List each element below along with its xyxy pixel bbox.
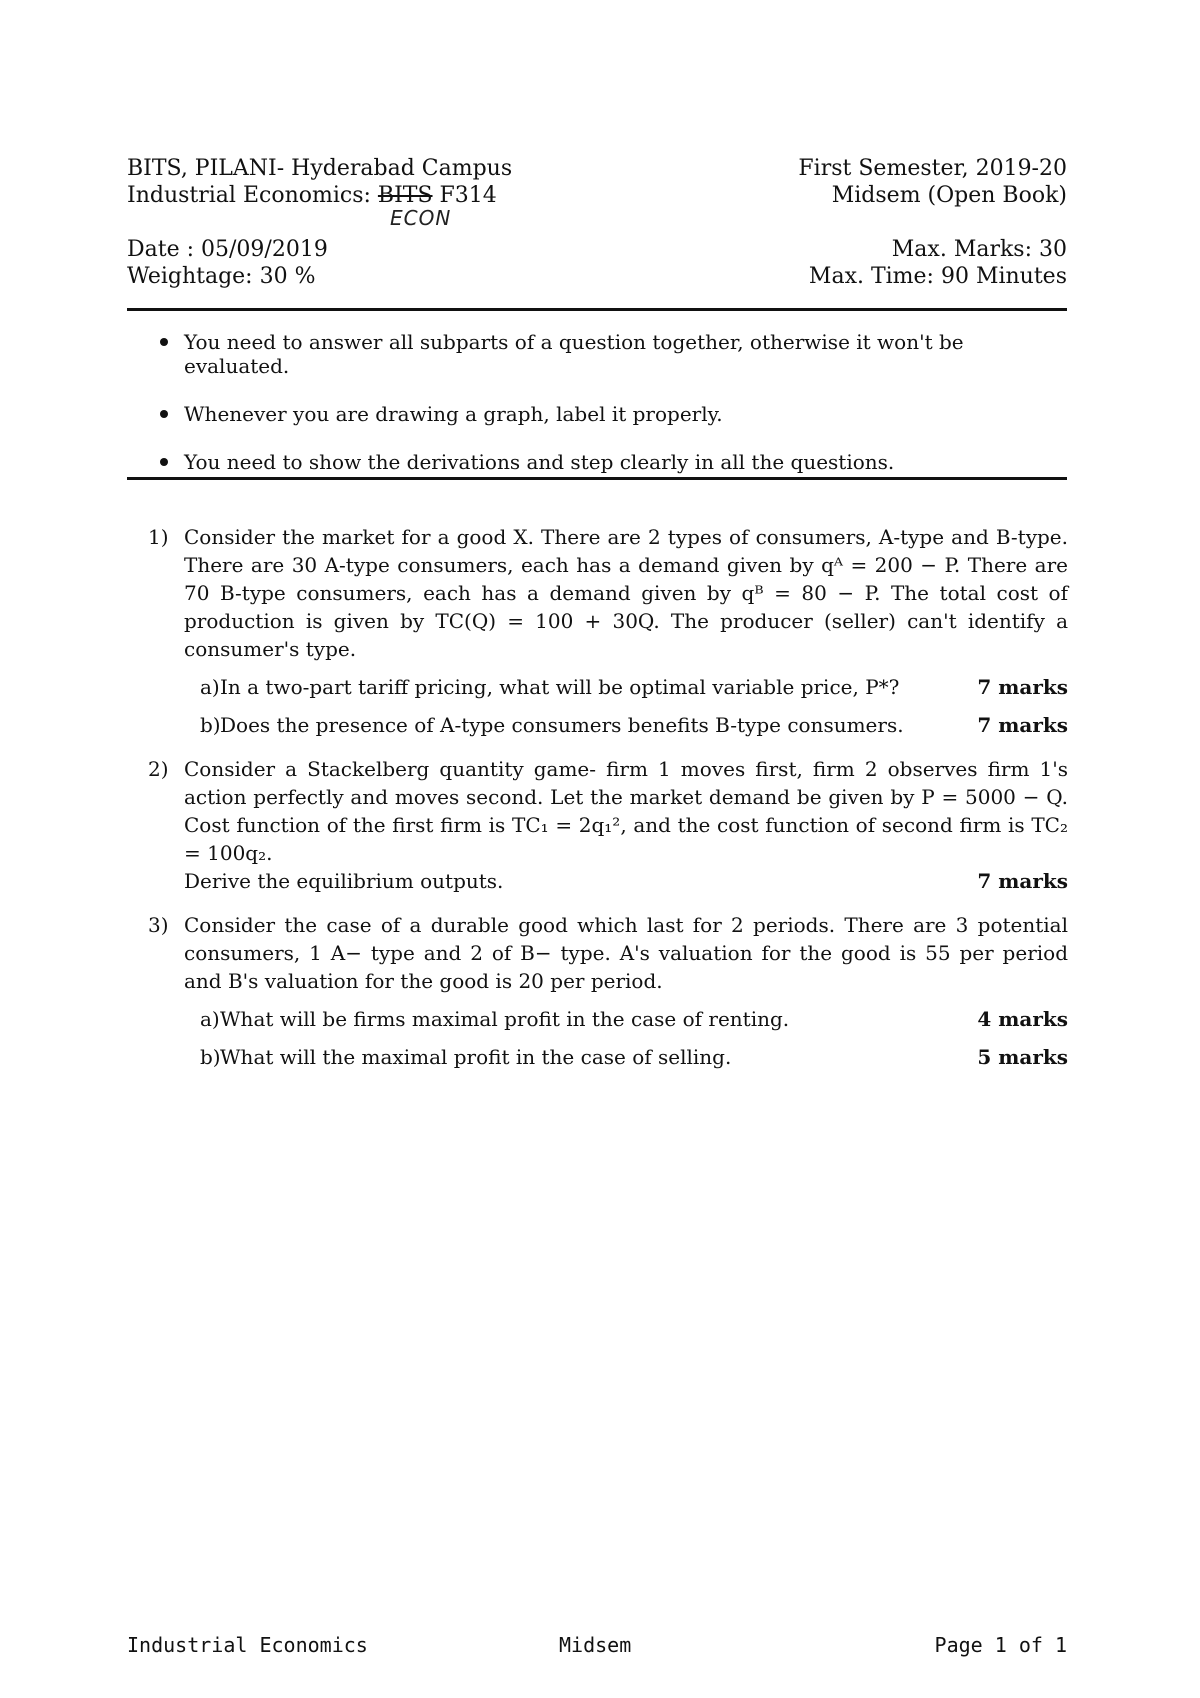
footer-page-number: Page 1 of 1: [934, 1633, 1067, 1657]
subpart-text: In a two-part tariff pricing, what will be optimal variable price, P*?: [220, 675, 900, 699]
subpart-text: What will be firms maximal profit in the case of renting.: [220, 1007, 790, 1031]
course-prefix: Industrial Economics:: [127, 183, 378, 208]
course-line: [127, 182, 512, 209]
bullet-icon: [160, 410, 168, 418]
instruction-item: You need to show the derivations and step clearly in all the questions.: [160, 450, 1070, 474]
subpart-text: Does the presence of A-type consumers benefits B-type consumers.: [220, 713, 904, 737]
instruction-item: Whenever you are drawing a graph, label it properly.: [160, 402, 1070, 426]
header-left-meta: [127, 236, 328, 290]
questions-section: [148, 523, 1068, 1087]
question-number: 2): [148, 757, 169, 781]
max-time: Max. Time: 90 Minutes: [808, 264, 1067, 289]
question-number: 3): [148, 913, 169, 937]
header-right-meta: [809, 236, 1067, 290]
subpart: [184, 1005, 1068, 1033]
handwritten-annotation: ECON: [390, 206, 452, 230]
question-2: [148, 755, 1068, 895]
question-number: 1): [148, 525, 169, 549]
top-divider: [127, 308, 1067, 311]
course-code-struck: BITS: [377, 183, 433, 208]
instruction-item: You need to answer all subparts of a question together, otherwise it won't be evaluated.: [160, 330, 1070, 378]
marks: 7 marks: [977, 713, 1068, 737]
footer-course: Industrial Economics: [127, 1633, 368, 1657]
marks: 7 marks: [977, 675, 1068, 699]
question-text-end: Derive the equilibrium outputs.: [184, 869, 504, 893]
question-1: [148, 523, 1068, 739]
subpart: [184, 711, 1068, 739]
bullet-icon: [160, 458, 168, 466]
institute-name: BITS, PILANI- Hyderabad Campus: [127, 156, 513, 181]
question-text: Consider a Stackelberg quantity game- firm 1 moves first, firm 2 observes firm 1's action perfectly and moves second. Let the market demand be given by P = 5000 − Q. Cost function of the first firm is TC₁ = 2q₁², and the cost function of second firm is TC₂ = 100q₂.: [184, 757, 1068, 865]
marks: 7 marks: [977, 869, 1068, 893]
instructions-divider: [127, 477, 1067, 480]
subpart-label: b): [200, 713, 221, 737]
marks: 5 marks: [977, 1045, 1068, 1069]
max-marks: Max. Marks: 30: [891, 237, 1067, 262]
bullet-icon: [160, 338, 168, 346]
subpart-label: a): [200, 1007, 220, 1031]
question-text: Consider the case of a durable good which last for 2 periods. There are 3 potential consumers, 1 A− type and 2 of B− type. A's valuation for the good is 55 per period and B's valuation for the good is 20 per period.: [184, 913, 1068, 993]
header-left: [127, 155, 512, 209]
subpart-text: What will the maximal profit in the case of selling.: [220, 1045, 732, 1069]
subparts-list: [184, 1005, 1068, 1071]
instructions-list: [160, 330, 1070, 498]
course-code: F314: [432, 183, 497, 208]
footer-exam: Midsem: [559, 1633, 632, 1657]
subpart: [184, 1043, 1068, 1071]
marks: 4 marks: [977, 1007, 1068, 1031]
subparts-list: [184, 673, 1068, 739]
semester: First Semester, 2019-20: [798, 156, 1067, 181]
subpart: [184, 673, 1068, 701]
subpart-label: b): [200, 1045, 221, 1069]
weightage: Weightage: 30 %: [127, 264, 316, 289]
subpart-label: a): [200, 675, 220, 699]
question-text: Consider the market for a good X. There are 2 types of consumers, A-type and B-type. There are 30 A-type consumers, each has a demand given by qᴬ = 200 − P. There are 70 B-type consumers, each has a demand given by qᴮ = 80 − P. The total cost of production is given by TC(Q) = 100 + 30Q. The producer (seller) can't identify a consumer's type.: [184, 525, 1068, 661]
question-3: [148, 911, 1068, 1071]
exam-type: Midsem (Open Book): [831, 183, 1067, 208]
question-last-line: [184, 867, 1068, 895]
header-right: [798, 155, 1067, 209]
exam-date: Date : 05/09/2019: [127, 237, 328, 262]
